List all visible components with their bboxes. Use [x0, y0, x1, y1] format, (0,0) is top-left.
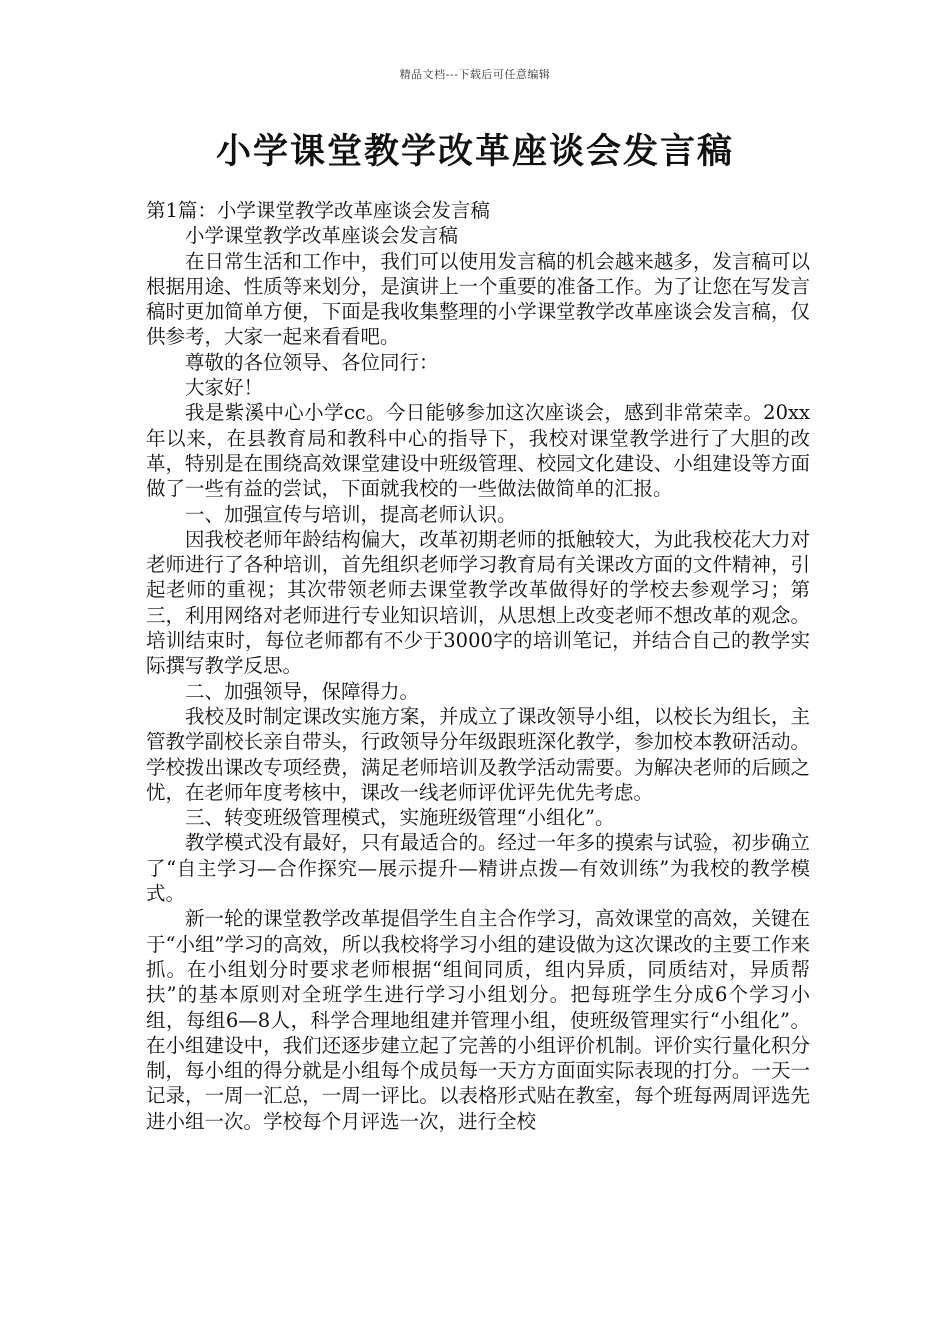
paragraph-salutation: 尊敬的各位领导、各位同行： — [185, 350, 439, 374]
paragraph-section-1: 因我校老师年龄结构偏大，改革初期老师的抵触较大，为此我校花大力对老师进行了各种培训，首先组织老师学习教育局有关课改方面的文件精神，引起老师的重视；其次带领老师去课堂教学改革做得好的学校去参观学习；第三，利用网络对老师进行专业知识培训，从思想上改变老师不想改革的观念。培训结束时，每位老师都有不少于3000字的培训笔记，并结合自己的教学实际撰写教学反思。 — [146, 527, 810, 678]
paragraph-section-2: 我校及时制定课改实施方案，并成立了课改领导小组，以校长为组长，主管教学副校长亲自带头，行政领导分年级跟班深化教学，参加校本教研活动。学校拨出课改专项经费，满足老师培训及教学活动需要。为解决老师的后顾之忧，在老师年度考核中，课改一线老师评优评先优先考虑。 — [146, 704, 810, 804]
paragraph-intro: 在日常生活和工作中，我们可以使用发言稿的机会越来越多，发言稿可以根据用途、性质等来划分，是演讲上一个重要的准备工作。为了让您在写发言稿时更加简单方便，下面是我收集整理的小学课堂教学改革座谈会发言稿，仅供参考，大家一起来看看吧。 — [146, 249, 810, 349]
header-note: 精品文档---下载后可任意编辑 — [399, 68, 551, 81]
section-heading-1: 一、加强宣传与培训，提高老师认识。 — [185, 502, 517, 526]
paragraph-self-intro: 我是紫溪中心小学cc。今日能够参加这次座谈会，感到非常荣幸。20xx年以来，在县教育局和教科中心的指导下，我校对课堂教学进行了大胆的改革，特别是在围绕高效课堂建设中班级管理、校园文化建设、小组建设等方面做了一些有益的尝试，下面就我校的一些做法做简单的汇报。 — [146, 401, 810, 501]
section-heading-3: 三、转变班级管理模式，实施班级管理“小组化”。 — [185, 806, 615, 830]
paragraph-section-3a: 教学模式没有最好，只有最适合的。经过一年多的摸索与试验，初步确立了“自主学习—合作探究—展示提升—精讲点拨—有效训练”为我校的教学模式。 — [146, 831, 810, 906]
document-body — [146, 198, 810, 1134]
document-title: 小学课堂教学改革座谈会发言稿 — [215, 132, 734, 172]
section-heading-2: 二、加强领导，保障得力。 — [185, 679, 420, 703]
paragraph-chapter-heading: 第1篇：小学课堂教学改革座谈会发言稿 — [146, 199, 490, 222]
paragraph-section-3b: 新一轮的课堂教学改革提倡学生自主合作学习，高效课堂的高效，关键在于“小组”学习的高效，所以我校将学习小组的建设做为这次课改的主要工作来抓。在小组划分时要求老师根据“组间同质，组内异质，同质结对，异质帮扶”的基本原则对全班学生进行学习小组划分。把每班学生分成6个学习小组，每组6—8人，科学合理地组建并管理小组，使班级管理实行“小组化”。在小组建设中，我们还逐步建立起了完善的小组评价机制。评价实行量化积分制，每小组的得分就是小组每个成员每一天方方面面实际表现的打分。一天一记录，一周一汇总，一周一评比。以表格形式贴在教室，每个班每两周评选先进小组一次。学校每个月评选一次，进行全校 — [146, 907, 810, 1133]
paragraph-greeting: 大家好！ — [185, 376, 264, 400]
paragraph-subtitle: 小学课堂教学改革座谈会发言稿 — [185, 224, 459, 248]
